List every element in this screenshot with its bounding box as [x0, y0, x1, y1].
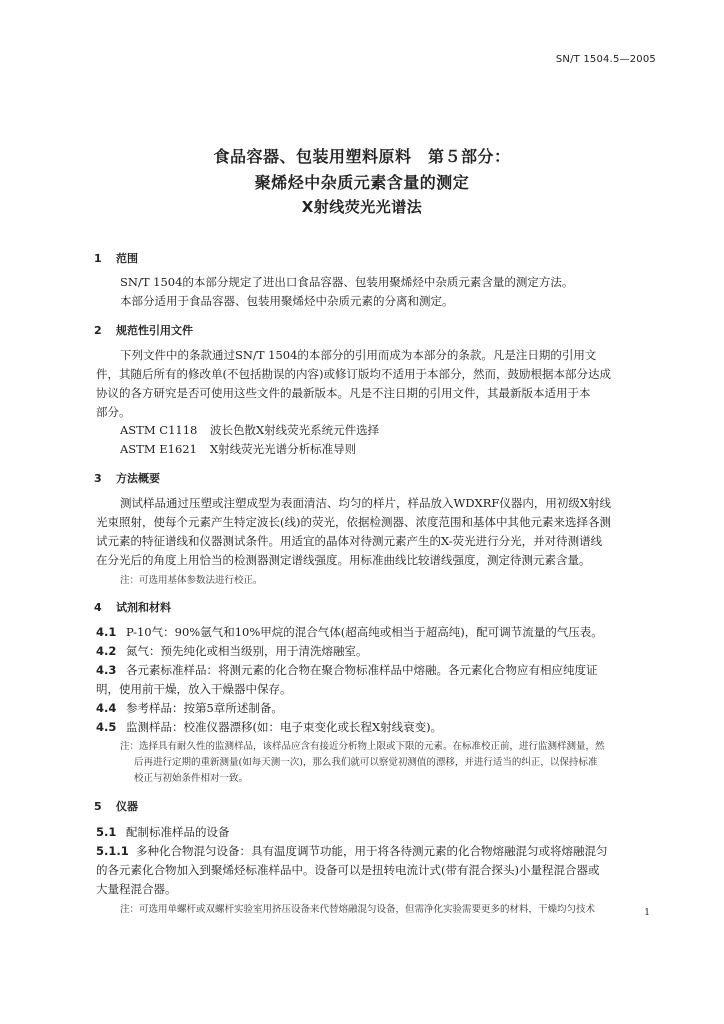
item-4-4	[96, 701, 662, 716]
section-3-para-line: 试元素的特征谱线和仪器测试条件。用适宜的晶体对待测元素产生的X-荧光进行分光，并对待测谱线	[96, 534, 603, 548]
title-line-3: X射线荧光光谱法	[301, 198, 423, 216]
reference-title: X射线荧光光谱分析标准导则	[210, 442, 357, 456]
section-2-heading	[94, 322, 193, 338]
reference-item	[120, 442, 662, 457]
subsection-5-1	[96, 825, 662, 840]
item-4-3	[96, 663, 662, 678]
item-number: 4.3	[96, 663, 117, 677]
section-number: 5	[94, 800, 102, 813]
page-number: 1	[644, 908, 650, 918]
item-number: 4.1	[96, 625, 117, 639]
section-2-para-line: 下列文件中的条款通过SN/T 1504的本部分的引用而成为本部分的条款。凡是注日期的引用文	[120, 348, 597, 362]
item-4-2	[96, 644, 662, 659]
item-text: P-10气：90%氩气和10%甲烷的混合气体(超高纯或相当于超高纯)，配可调节流量的气压表。	[126, 625, 603, 639]
item-4-1	[96, 625, 662, 640]
item-number: 4.4	[96, 701, 117, 715]
item-number: 4.2	[96, 644, 117, 658]
section-4-heading	[94, 599, 171, 615]
section-4-note-line: 注：选择具有耐久性的监测样品，该样品应含有接近分析物上限或下限的元素。在标准校正前，进行监测样测量，然	[120, 741, 605, 752]
section-3-heading	[94, 470, 160, 486]
section-5-heading	[94, 798, 138, 814]
item-text: 参考样品：按第5章所述制备。	[126, 701, 283, 715]
section-1-para-1: SN/T 1504的本部分规定了进出口食品容器、包装用聚烯烃中杂质元素含量的测定方法。	[120, 275, 574, 289]
section-title: 范围	[116, 252, 138, 265]
item-text: 氮气：预先纯化或相当级别，用于清洗熔融室。	[126, 644, 368, 658]
section-3-para-line: 在分光后的角度上用恰当的检测器测定谱线强度。用标准曲线比较谱线强度，测定待测元素含量。	[96, 553, 591, 567]
section-title: 仪器	[116, 800, 138, 813]
standard-id: SN/T 1504.5—2005	[555, 54, 656, 65]
section-title: 试剂和材料	[116, 601, 171, 614]
item-4-5	[96, 720, 662, 735]
item-number: 4.5	[96, 720, 117, 734]
item-number: 5.1	[96, 825, 117, 839]
section-number: 1	[94, 252, 102, 265]
section-1-para-2: 本部分适用于食品容器、包装用聚烯烃中杂质元素的分离和测定。	[120, 294, 454, 308]
section-title: 方法概要	[116, 472, 160, 485]
section-1-heading	[94, 250, 138, 266]
item-text: 各元素标准样品：将测元素的化合物在聚合物标准样品中熔融。各元素化合物应有相应纯度证	[126, 663, 598, 677]
title-line-1: 食品容器、包装用塑料原料 第５部分：	[213, 147, 511, 166]
item-text: 多种化合物混匀设备：具有温度调节功能，用于将各待测元素的化合物熔融混匀或将熔融混匀	[136, 844, 608, 858]
section-5-note: 注：可选用单螺杆或双螺杆实验室用挤压设备来代替熔融混匀设备，但需净化实验需要更多的材料，干燥均匀技术	[120, 904, 596, 915]
item-5-1-1	[96, 844, 662, 859]
item-text: 监测样品：校准仪器漂移(如：电子束变化或长程X射线衰变)。	[126, 720, 443, 734]
reference-title: 波长色散X射线荧光系统元件选择	[210, 423, 380, 437]
item-text: 配制标准样品的设备	[126, 825, 230, 839]
section-2-para-line: 协议的各方研究是否可使用这些文件的最新版本。凡是不注日期的引用文件，其最新版本适用于本	[96, 386, 591, 400]
section-2-para-line: 件，其随后所有的修改单(不包括勘误的内容)或修订版均不适用于本部分，然而，鼓励根据本部分达成	[96, 367, 611, 381]
section-number: 2	[94, 324, 102, 337]
item-5-1-1-continuation: 的各元素化合物加入到聚烯烃标准样品中。设备可以是扭转电流计式(带有混合探头)小量程混合器或	[96, 863, 600, 877]
section-number: 4	[94, 601, 102, 614]
item-5-1-1-continuation: 大量程混合器。	[96, 882, 177, 896]
reference-code: ASTM E1621	[120, 442, 197, 456]
section-3-para-line: 测试样品通过压塑或注塑成型为表面清洁、均匀的样片，样品放入WDXRF仪器内，用初级X射线	[120, 496, 612, 510]
section-3-note: 注：可选用基体参数法进行校正。	[120, 575, 263, 586]
section-4-note-line: 校正与初始条件相对一致。	[134, 773, 249, 784]
section-number: 3	[94, 472, 102, 485]
item-4-3-continuation: 明，使用前干燥，放入干燥器中保存。	[96, 682, 292, 696]
section-2-para-line: 部分。	[96, 405, 131, 419]
item-number: 5.1.1	[96, 844, 129, 858]
section-3-para-line: 光束照射，使每个元素产生特定波长(线)的荧光，依据检测器、浓度范围和基体中其他元素来选择各测	[96, 515, 611, 529]
title-line-2: 聚烯烃中杂质元素含量的测定	[254, 173, 470, 192]
reference-item	[120, 423, 662, 438]
reference-code: ASTM C1118	[120, 423, 198, 437]
section-title: 规范性引用文件	[116, 324, 193, 337]
section-4-note-line: 后再进行定期的重新测量(如每天测一次)，那么我们就可以察觉初测值的漂移，并进行适当的纠正，以保持标准	[134, 757, 598, 768]
